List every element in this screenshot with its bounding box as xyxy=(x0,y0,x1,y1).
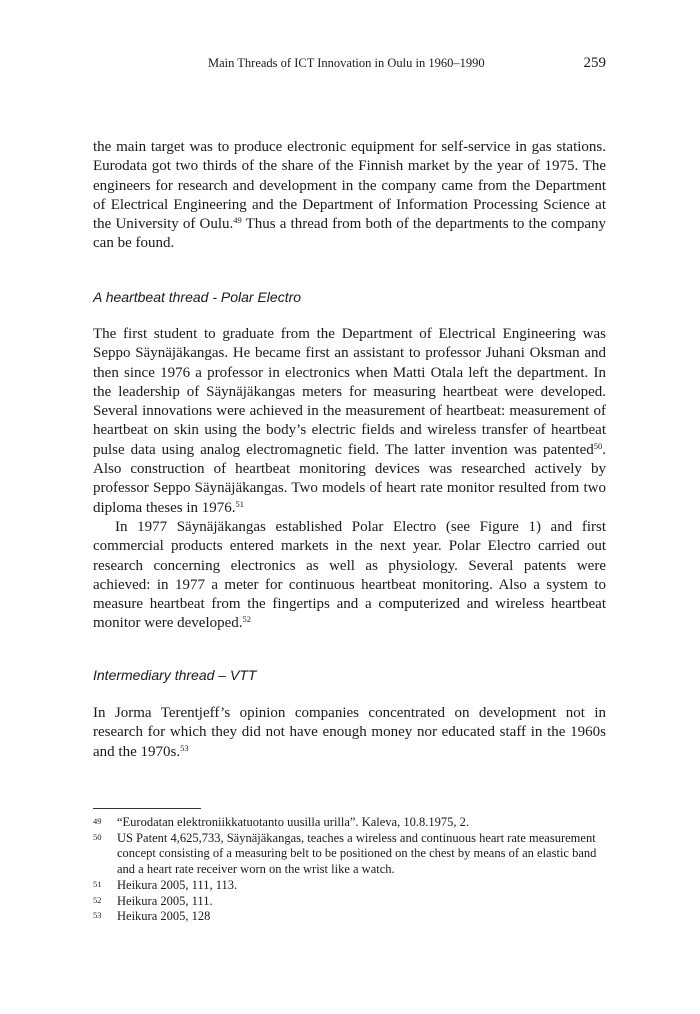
footnote-ref-51[interactable]: 51 xyxy=(235,498,244,509)
footnote-ref-52[interactable]: 52 xyxy=(242,614,252,625)
vtt-p1-text: In Jorma Terentjeff’s opinion companies concentrated on development not in research for which they did not have enough money nor educated staff in the 1960s and the 1970s. xyxy=(93,705,606,760)
footnote-52 xyxy=(93,894,606,910)
intro-text-2: Thus a thread from both of the departments to the company can be found. xyxy=(93,216,606,252)
footnote-number: 53 xyxy=(93,910,102,921)
vtt-paragraph-1 xyxy=(93,704,606,762)
intro-paragraph xyxy=(93,138,606,254)
polar-p2-text: In 1977 Säynäjäkangas established Polar Electro (see Figure 1) and first commercial products entered markets in the next year. Polar Electro carried out research concerning electronics as well as physiology. Several patents were achieved: in 1977 a meter for continuous heartbeat monitoring. Also a system to measure heartbeat from the fingertips and a computerized and wireless heartbeat monitor were developed. xyxy=(93,518,606,632)
section-vtt-body xyxy=(93,704,606,762)
section-polar-body xyxy=(93,325,606,634)
footnote-text: US Patent 4,625,733, Säynäjäkangas, teaches a wireless and continuous heart rate measurement concept consisting of a measuring belt to be positioned on the chest by means of an elastic band and a heart rate receiver worn on the wrist like a watch. xyxy=(117,830,597,877)
footnote-51 xyxy=(93,878,606,894)
footnote-number: 50 xyxy=(93,831,102,842)
footnote-text: Heikura 2005, 111. xyxy=(117,893,213,908)
footnote-number: 49 xyxy=(93,816,102,826)
section-heading-vtt: Intermediary thread – VTT xyxy=(93,667,257,683)
footnote-50 xyxy=(93,831,606,878)
footnotes xyxy=(93,815,606,925)
intro-text-1: the main target was to produce electronic equipment for self-service in gas stations. Eurodata got two thirds of the share of the Finnish market by the year of 1975. The engineers for research and development in the company came from the Department of Electrical Engineering and the Department of Information Processing Science at the University of Oulu. xyxy=(93,139,606,233)
polar-p1-text-1: The first student to graduate from the Department of Electrical Engineering was Seppo Säynäjäkangas. He became first an assistant to professor Juhani Oksman and then since 1976 a professor in electronics when Matti Otala left the department. In the leadership of Säynäjäkangas meters for measuring heartbeat were developed. Several innovations were achieved in the measurement of heartbeat: measurement of heartbeat on skin using the body’s electric fields and wireless transfer of heartbeat pulse data using analog electromagnetic field. The latter invention was patented xyxy=(93,326,606,458)
footnote-ref-53[interactable]: 53 xyxy=(180,742,189,753)
running-title: Main Threads of ICT Innovation in Oulu in 1960–1990 xyxy=(208,56,485,70)
footnote-number: 51 xyxy=(93,878,102,889)
footnote-text: “Eurodatan elektroniikkatuotanto uusilla urilla”. Kaleva, 10.8.1975, 2. xyxy=(117,815,469,829)
footnote-text: Heikura 2005, 111, 113. xyxy=(117,877,238,892)
polar-p1-text-2: . Also construction of heartbeat monitoring devices was researched actively by professor Seppo Säynäjäkangas. Two models of heart rate monitor resulted from two diploma theses in 1976. xyxy=(93,441,606,516)
running-head xyxy=(93,55,606,75)
footnote-49 xyxy=(93,815,606,831)
polar-paragraph-2 xyxy=(93,518,606,634)
footnote-53 xyxy=(93,909,606,925)
footnote-text: Heikura 2005, 128 xyxy=(117,909,211,924)
footnote-number: 52 xyxy=(93,894,102,905)
polar-paragraph-1 xyxy=(93,325,606,518)
section-heading-polar: A heartbeat thread - Polar Electro xyxy=(93,289,302,305)
footnote-divider xyxy=(93,808,201,809)
footnote-ref-49[interactable]: 49 xyxy=(233,215,242,226)
page-number: 259 xyxy=(583,55,606,71)
footnote-ref-50[interactable]: 50 xyxy=(593,440,603,451)
